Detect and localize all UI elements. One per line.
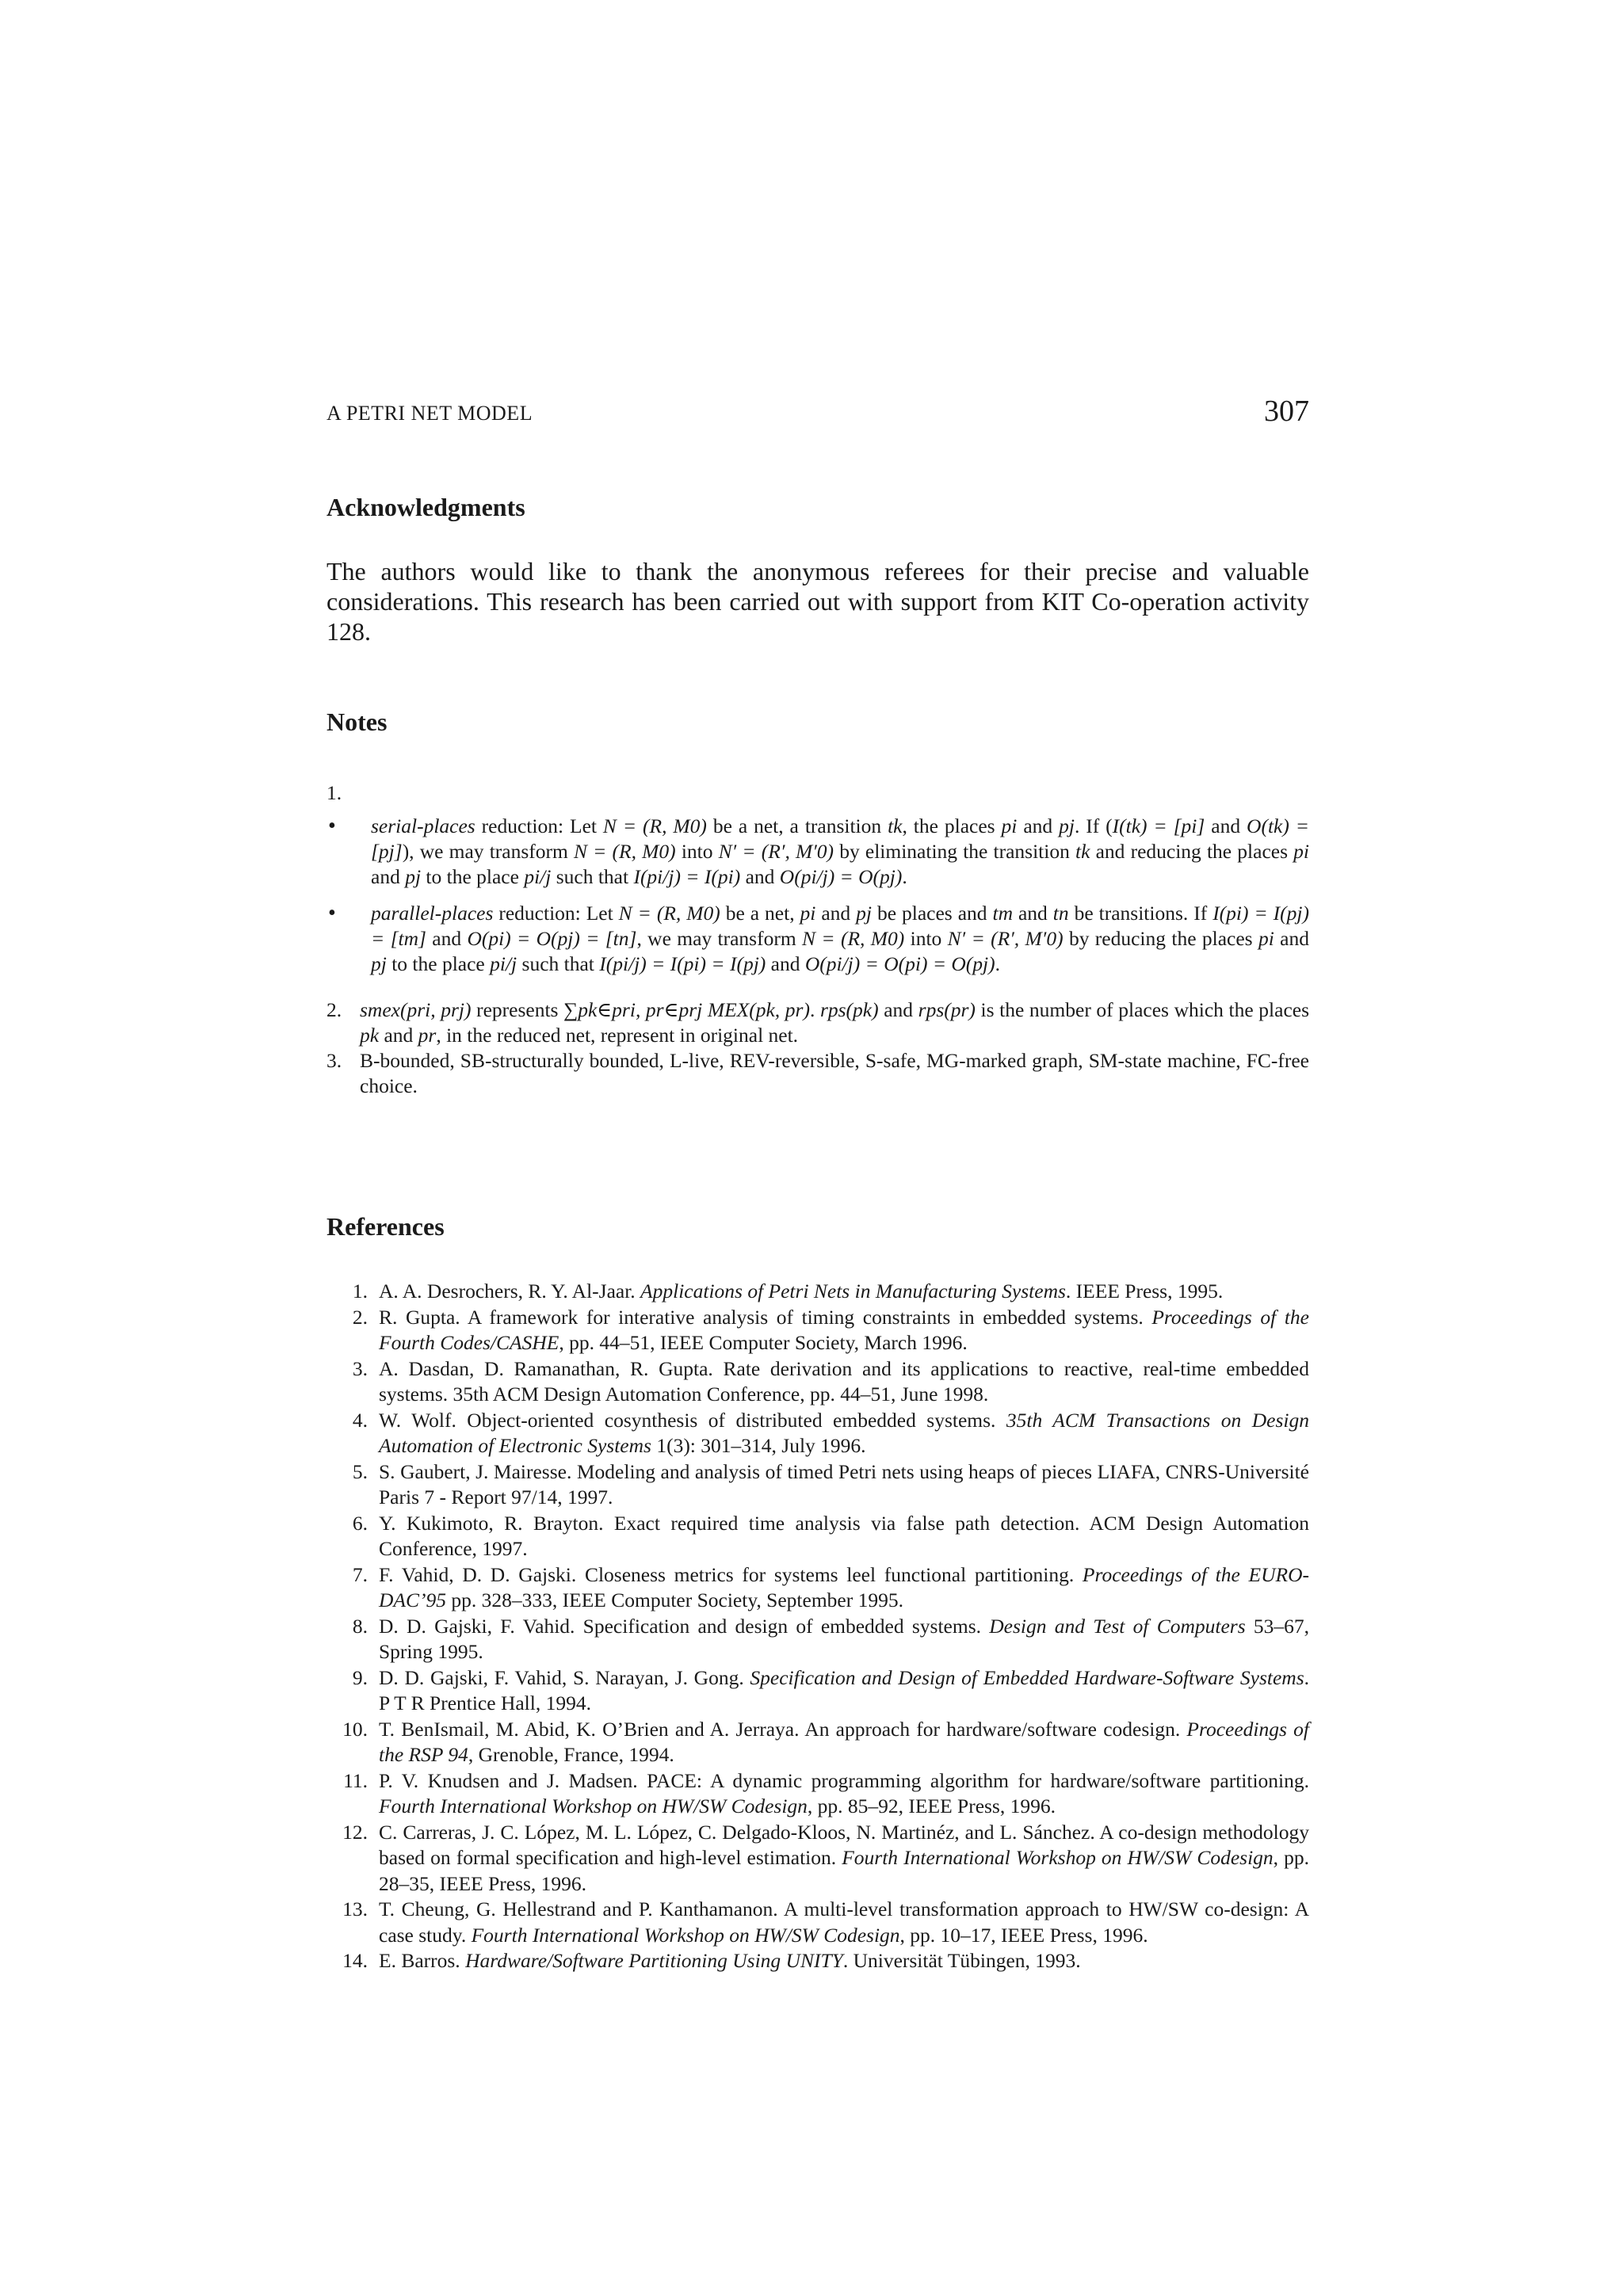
text: , in the reduced net, represent in original net. xyxy=(436,1024,799,1047)
note-1-number: 1. xyxy=(327,781,342,804)
reference-item xyxy=(327,1459,1309,1511)
reference-text: D. D. Gajski, F. Vahid, S. Narayan, J. Gong. xyxy=(379,1665,750,1689)
text: by reducing the places xyxy=(1063,927,1258,950)
reference-number: 11. xyxy=(343,1768,368,1792)
reference-item xyxy=(327,1511,1309,1562)
math: rps(pk) xyxy=(819,998,879,1021)
math: I(pi/j) = I(pi) xyxy=(633,865,741,888)
text: and xyxy=(740,865,780,888)
reference-number: 2. xyxy=(352,1305,368,1329)
reference-title: 35th ACM Transactions on Design Automation of Electronic Systems xyxy=(379,1408,1309,1457)
math: I(tk) = [pi] xyxy=(1112,814,1205,837)
reference-text: F. Vahid, D. D. Gajski. Closeness metrics for systems leel functional partitioning. xyxy=(379,1562,1083,1586)
reference-item xyxy=(327,1768,1309,1820)
reference-item xyxy=(327,1948,1309,1974)
reference-text: , pp. 28–35, IEEE Press, 1996. xyxy=(379,1846,1310,1895)
math: pj xyxy=(1059,814,1075,837)
note-2-number: 2. xyxy=(327,998,342,1021)
reference-text: pp. 328–333, IEEE Computer Society, September 1995. xyxy=(446,1589,903,1611)
reference-title: Proceedings of the RSP 94 xyxy=(379,1717,1309,1766)
acknowledgments-text: The authors would like to thank the anonymous referees for their precise and valuable considerations. This research has been carried out with support from KIT Co-operation activity 128. xyxy=(327,557,1309,646)
reference-text: C. Carreras, J. C. López, M. L. López, C. Delgado-Kloos, N. Martinéz, and L. Sánchez. A co-design methodology based on formal specification and high-level estimation. xyxy=(379,1820,1309,1869)
reference-text: , pp. 44–51, IEEE Computer Society, March 1996. xyxy=(559,1331,968,1354)
text: and xyxy=(815,902,857,925)
reference-text: Y. Kukimoto, R. Brayton. Exact required time analysis via false path detection. ACM Design Automation Conference, 1997. xyxy=(379,1511,1309,1560)
reference-text: . Universität Tübingen, 1993. xyxy=(842,1949,1081,1972)
acknowledgments-heading: Acknowledgments xyxy=(327,493,525,521)
reference-title: Specification and Design of Embedded Hardware-Software Systems xyxy=(750,1665,1304,1689)
math-sum: ∑pk∈pri, pr∈prj MEX(pk, pr) xyxy=(563,998,810,1021)
text: be a net, xyxy=(720,902,800,925)
text: by eliminating the transition xyxy=(834,840,1076,863)
text: into xyxy=(904,927,948,950)
references-heading: References xyxy=(327,1212,445,1241)
text: and reducing the places xyxy=(1090,840,1294,863)
reference-title: Proceedings of the EURO-DAC’95 xyxy=(379,1562,1309,1611)
math: pi xyxy=(1001,814,1018,837)
reference-text: , pp. 85–92, IEEE Press, 1996. xyxy=(807,1794,1056,1817)
math: O(pi) = O(pj) = [tn] xyxy=(467,927,637,950)
text: . If ( xyxy=(1074,814,1113,837)
reference-text: . P T R Prentice Hall, 1994. xyxy=(379,1665,1309,1714)
reference-text: E. Barros. xyxy=(379,1949,466,1972)
reference-item xyxy=(327,1614,1309,1665)
running-head xyxy=(327,395,1309,430)
math: pi/j xyxy=(490,952,517,975)
math: pi xyxy=(1258,927,1274,950)
math: O(tk) = [pj] xyxy=(371,814,1309,863)
math: tm xyxy=(992,902,1013,925)
text: into xyxy=(675,840,719,863)
math: N = (R, M0) xyxy=(602,814,707,837)
text: and xyxy=(1013,902,1053,925)
math: I(pi/j) = I(pi) = I(pj) xyxy=(599,952,766,975)
math: N = (R, M0) xyxy=(618,902,720,925)
reference-number: 4. xyxy=(352,1408,368,1432)
reference-number: 5. xyxy=(352,1459,368,1483)
reference-title: Hardware/Software Partitioning Using UNITY xyxy=(465,1949,843,1972)
reference-item xyxy=(327,1897,1309,1948)
reference-item xyxy=(327,1717,1309,1768)
references-list xyxy=(327,1279,1309,1974)
text: such that xyxy=(517,952,600,975)
text: represents xyxy=(471,998,564,1021)
reference-number: 10. xyxy=(342,1717,368,1741)
reference-number: 9. xyxy=(352,1665,368,1689)
text: reduction: Let xyxy=(493,902,619,925)
text: ), we may transform xyxy=(402,840,574,863)
reference-text: S. Gaubert, J. Mairesse. Modeling and analysis of timed Petri nets using heaps of pieces LIAFA, CNRS-Université Paris 7 - Report 97/14, 1997. xyxy=(379,1459,1309,1508)
reference-number: 3. xyxy=(352,1356,368,1380)
reference-text: 53–67, Spring 1995. xyxy=(379,1614,1310,1663)
notes-section xyxy=(327,780,1309,1099)
reference-text: R. Gupta. A framework for interative analysis of timing constraints in embedded systems. xyxy=(379,1305,1152,1329)
reference-text: , pp. 10–17, IEEE Press, 1996. xyxy=(899,1923,1148,1947)
text: to the place xyxy=(421,865,525,888)
text: and xyxy=(1017,814,1060,837)
math: N′ = (R′, M′0) xyxy=(947,927,1064,950)
reference-item xyxy=(327,1820,1309,1897)
math: I(pi) = I(pj) = [tm] xyxy=(371,902,1309,950)
math: tk xyxy=(888,814,903,837)
math: pi xyxy=(800,902,816,925)
text: , we may transform xyxy=(636,927,803,950)
reference-title: Fourth International Workshop on HW/SW Codesign xyxy=(379,1794,808,1817)
reference-number: 8. xyxy=(352,1614,368,1638)
note-1-bullet-parallel-places xyxy=(327,901,1309,977)
text: and xyxy=(379,1024,418,1047)
math: N = (R, M0) xyxy=(574,840,676,863)
math: pi xyxy=(1293,840,1310,863)
reference-item xyxy=(327,1408,1309,1459)
text: and xyxy=(426,927,468,950)
note-3 xyxy=(327,1048,1309,1099)
math: O(pi/j) = O(pi) = O(pj) xyxy=(804,952,995,975)
text: and xyxy=(878,998,918,1021)
math: pk xyxy=(360,1024,380,1047)
reference-item xyxy=(327,1562,1309,1614)
math: pj xyxy=(856,902,872,925)
text: . xyxy=(995,952,1001,975)
reference-text: P. V. Knudsen and J. Madsen. PACE: A dynamic programming algorithm for hardware/software partitioning. xyxy=(379,1768,1309,1792)
text: reduction: Let xyxy=(475,814,603,837)
reference-item xyxy=(327,1305,1309,1356)
reference-text: . IEEE Press, 1995. xyxy=(1065,1280,1224,1302)
math: smex(pri, prj) xyxy=(360,998,472,1021)
text: . xyxy=(902,865,907,888)
text: and xyxy=(1274,927,1309,950)
math: tk xyxy=(1075,840,1090,863)
math: O(pi/j) = O(pj) xyxy=(779,865,903,888)
reference-text: W. Wolf. Object-oriented cosynthesis of distributed embedded systems. xyxy=(379,1408,1006,1432)
reference-text: , Grenoble, France, 1994. xyxy=(468,1743,674,1766)
reference-text: T. Cheung, G. Hellestrand and P. Kanthamanon. A multi-level transformation approach to HW/SW co-design: A case study. xyxy=(379,1897,1309,1947)
note-2 xyxy=(327,997,1309,1048)
reference-text: A. Dasdan, D. Ramanathan, R. Gupta. Rate derivation and its applications to reactive, real-time embedded systems. 35th ACM Design Automation Conference, pp. 44–51, June 1998. xyxy=(379,1356,1309,1405)
text: such that xyxy=(551,865,634,888)
reference-text: 1(3): 301–314, July 1996. xyxy=(651,1434,866,1457)
reference-number: 12. xyxy=(342,1820,368,1844)
text: be places and xyxy=(872,902,993,925)
math: pr xyxy=(418,1024,437,1047)
math: N = (R, M0) xyxy=(802,927,905,950)
text: . xyxy=(809,998,820,1021)
reference-title: Design and Test of Computers xyxy=(989,1614,1246,1638)
math: rps(pr) xyxy=(918,998,976,1021)
reference-item xyxy=(327,1665,1309,1717)
math: pj xyxy=(405,865,422,888)
math: pi/j xyxy=(524,865,552,888)
text: to the place xyxy=(386,952,491,975)
reference-number: 13. xyxy=(342,1897,368,1920)
text: is the number of places which the places xyxy=(975,998,1309,1021)
text: and xyxy=(371,865,406,888)
reference-number: 14. xyxy=(342,1949,368,1972)
reference-title: Proceedings of the Fourth Codes/CASHE xyxy=(379,1305,1309,1354)
note-3-text: B-bounded, SB-structurally bounded, L-live, REV-reversible, S-safe, MG-marked graph, SM-state machine, FC-free choice. xyxy=(360,1049,1309,1097)
reference-text: D. D. Gajski, F. Vahid. Specification and design of embedded systems. xyxy=(379,1614,990,1638)
text: be a net, a transition xyxy=(706,814,888,837)
reference-title: Fourth International Workshop on HW/SW Codesign xyxy=(471,1923,900,1947)
reference-text: A. A. Desrochers, R. Y. Al-Jaar. xyxy=(379,1280,641,1302)
text: and xyxy=(766,952,805,975)
note-1-bullet-serial-places xyxy=(327,814,1309,890)
reference-item xyxy=(327,1356,1309,1408)
reference-item xyxy=(327,1279,1309,1305)
running-head-title: A PETRI NET MODEL xyxy=(327,402,533,425)
notes-heading: Notes xyxy=(327,707,388,736)
term-serial-places: serial-places xyxy=(371,814,475,837)
text: be transitions. If xyxy=(1068,902,1213,925)
term-parallel-places: parallel-places xyxy=(371,902,494,925)
note-3-number: 3. xyxy=(327,1049,342,1072)
reference-text: T. BenIsmail, M. Abid, K. O’Brien and A. Jerraya. An approach for hardware/software codesign. xyxy=(379,1717,1187,1741)
text: , the places xyxy=(902,814,1002,837)
reference-number: 6. xyxy=(352,1511,368,1535)
page-number: 307 xyxy=(1264,395,1309,428)
reference-number: 1. xyxy=(352,1280,368,1302)
math: N′ = (R′, M′0) xyxy=(718,840,834,863)
math: tn xyxy=(1052,902,1069,925)
text: and xyxy=(1205,814,1247,837)
reference-number: 7. xyxy=(352,1562,368,1586)
reference-title: Applications of Petri Nets in Manufacturing Systems xyxy=(640,1280,1066,1302)
math: pj xyxy=(371,952,387,975)
reference-title: Fourth International Workshop on HW/SW Codesign xyxy=(842,1846,1274,1869)
